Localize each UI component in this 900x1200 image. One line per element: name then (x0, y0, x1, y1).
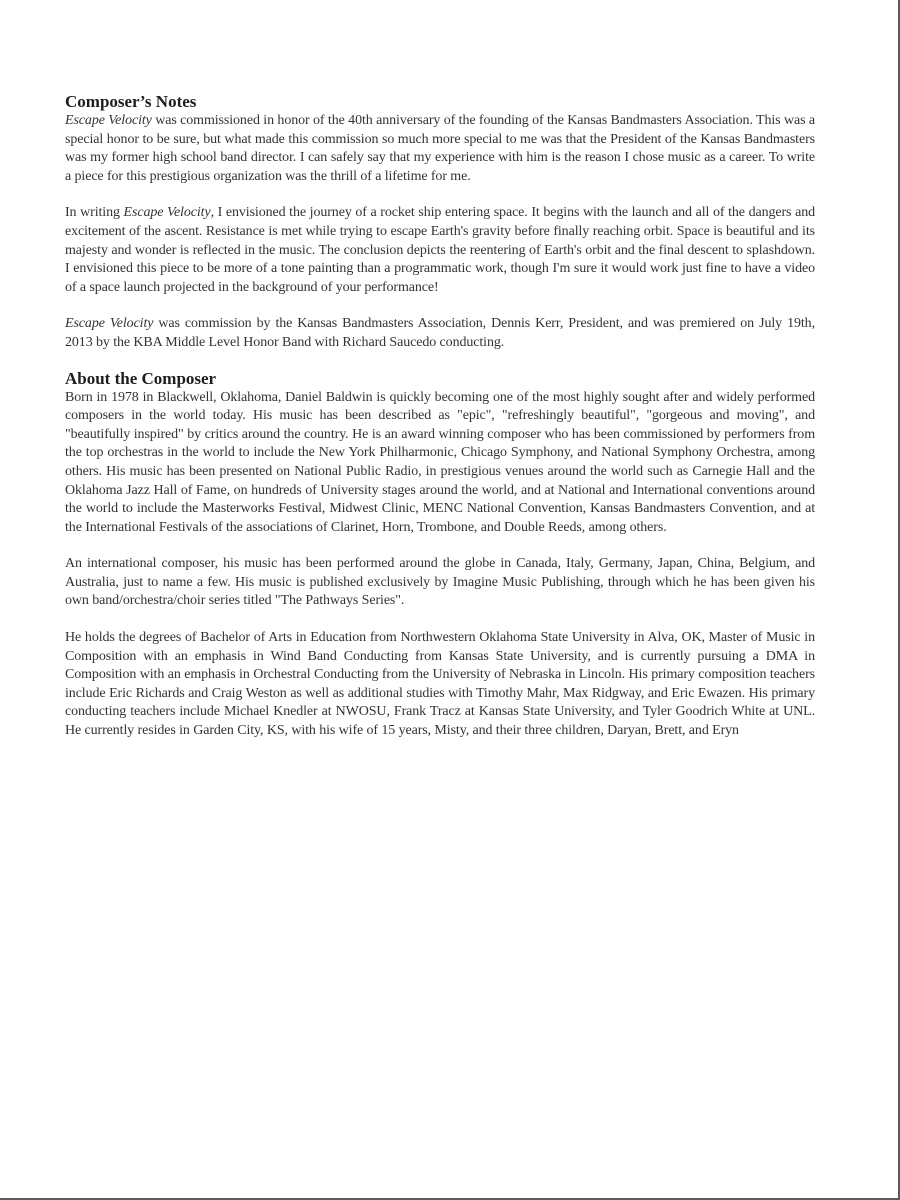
about-composer-heading: About the Composer (65, 368, 217, 388)
notes-paragraph-2 (65, 204, 815, 297)
notes-paragraph-2-lead: In writing (65, 205, 124, 221)
about-paragraph-2: An international composer, his music has been performed around the globe in Canada, Italy, Germany, Japan, China, Belgium, and Australia, just to name a few. His music is published exclusively by Imagine Music Publishing, through which he has been given his own band/orchestra/choir series titled "The Pathways Series". (65, 556, 815, 609)
composers-notes-heading: Composer’s Notes (65, 92, 197, 111)
piece-title: Escape Velocity (65, 316, 154, 332)
notes-paragraph-3 (65, 315, 815, 352)
notes-paragraph-2-text: , I envisioned the journey of a rocket ship entering space. It begins with the launch and all of the dangers and excitement of the ascent. Resistance is met while trying to escape Earth's gravity before finally reaching orbit. Space is beautiful and its majesty and wonder is reflected in the music. The conclusion depicts the reentering of Earth's orbit and the final descent to splashdown. I envisioned this piece to be more of a tone painting than a programmatic work, though I'm sure it would work just fine to have a video of a space launch projected in the background of your performance! (65, 205, 815, 295)
notes-paragraph-1 (65, 112, 815, 186)
notes-paragraph-1-text: was commissioned in honor of the 40th anniversary of the founding of the Kansas Bandmasters Association. This was a special honor to be sure, but what made this commission so much more special to me was that the President of the Kansas Bandmasters was my former high school band director. I can safely say that my experience with him is the reason I chose music as a career. To write a piece for this prestigious organization was the thrill of a lifetime for me. (65, 113, 815, 184)
piece-title: Escape Velocity (123, 205, 211, 221)
document-content (65, 92, 815, 741)
notes-paragraph-3-text: was commission by the Kansas Bandmasters Association, Dennis Kerr, President, and was premiered on July 19th, 2013 by the KBA Middle Level Honor Band with Richard Saucedo conducting. (65, 316, 815, 350)
about-paragraph-3: He holds the degrees of Bachelor of Arts in Education from Northwestern Oklahoma State University in Alva, OK, Master of Music in Composition with an emphasis in Wind Band Conducting from Kansas State University, and is currently pursuing a DMA in Composition with an emphasis in Orchestral Conducting from the University of Nebraska in Lincoln. His primary composition teachers include Eric Richards and Craig Weston as well as additional studies with Timothy Mahr, Max Ridgway, and Eric Ewazen. His primary conducting teachers include Michael Knedler at NWOSU, Frank Tracz at Kansas State University, and Tyler Goodrich White at UNL. He currently resides in Garden City, KS, with his wife of 15 years, Misty, and their three children, Daryan, Brett, and Eryn (65, 630, 815, 739)
about-paragraph-1: Born in 1978 in Blackwell, Oklahoma, Daniel Baldwin is quickly becoming one of the most highly sought after and widely performed composers in the world today. His music has been described as "epic", "refreshingly beautiful", "gorgeous and moving", and "beautifully inspired" by critics around the country. He is an award winning composer who has been commissioned by performers from the top orchestras in the world to include the New York Philharmonic, Chicago Symphony, and National Symphony Orchestra, among others. His music has been presented on National Public Radio, in prestigious venues around the world such as Carnegie Hall and the Oklahoma Jazz Hall of Fame, on hundreds of University stages around the world, and at National and International conventions around the world to include the Masterworks Festival, Midwest Clinic, MENC National Convention, Kansas Bandmasters Convention, and at the International Festivals of the associations of Clarinet, Horn, Trombone, and Double Reeds, among others. (65, 389, 815, 535)
piece-title: Escape Velocity (65, 113, 152, 128)
